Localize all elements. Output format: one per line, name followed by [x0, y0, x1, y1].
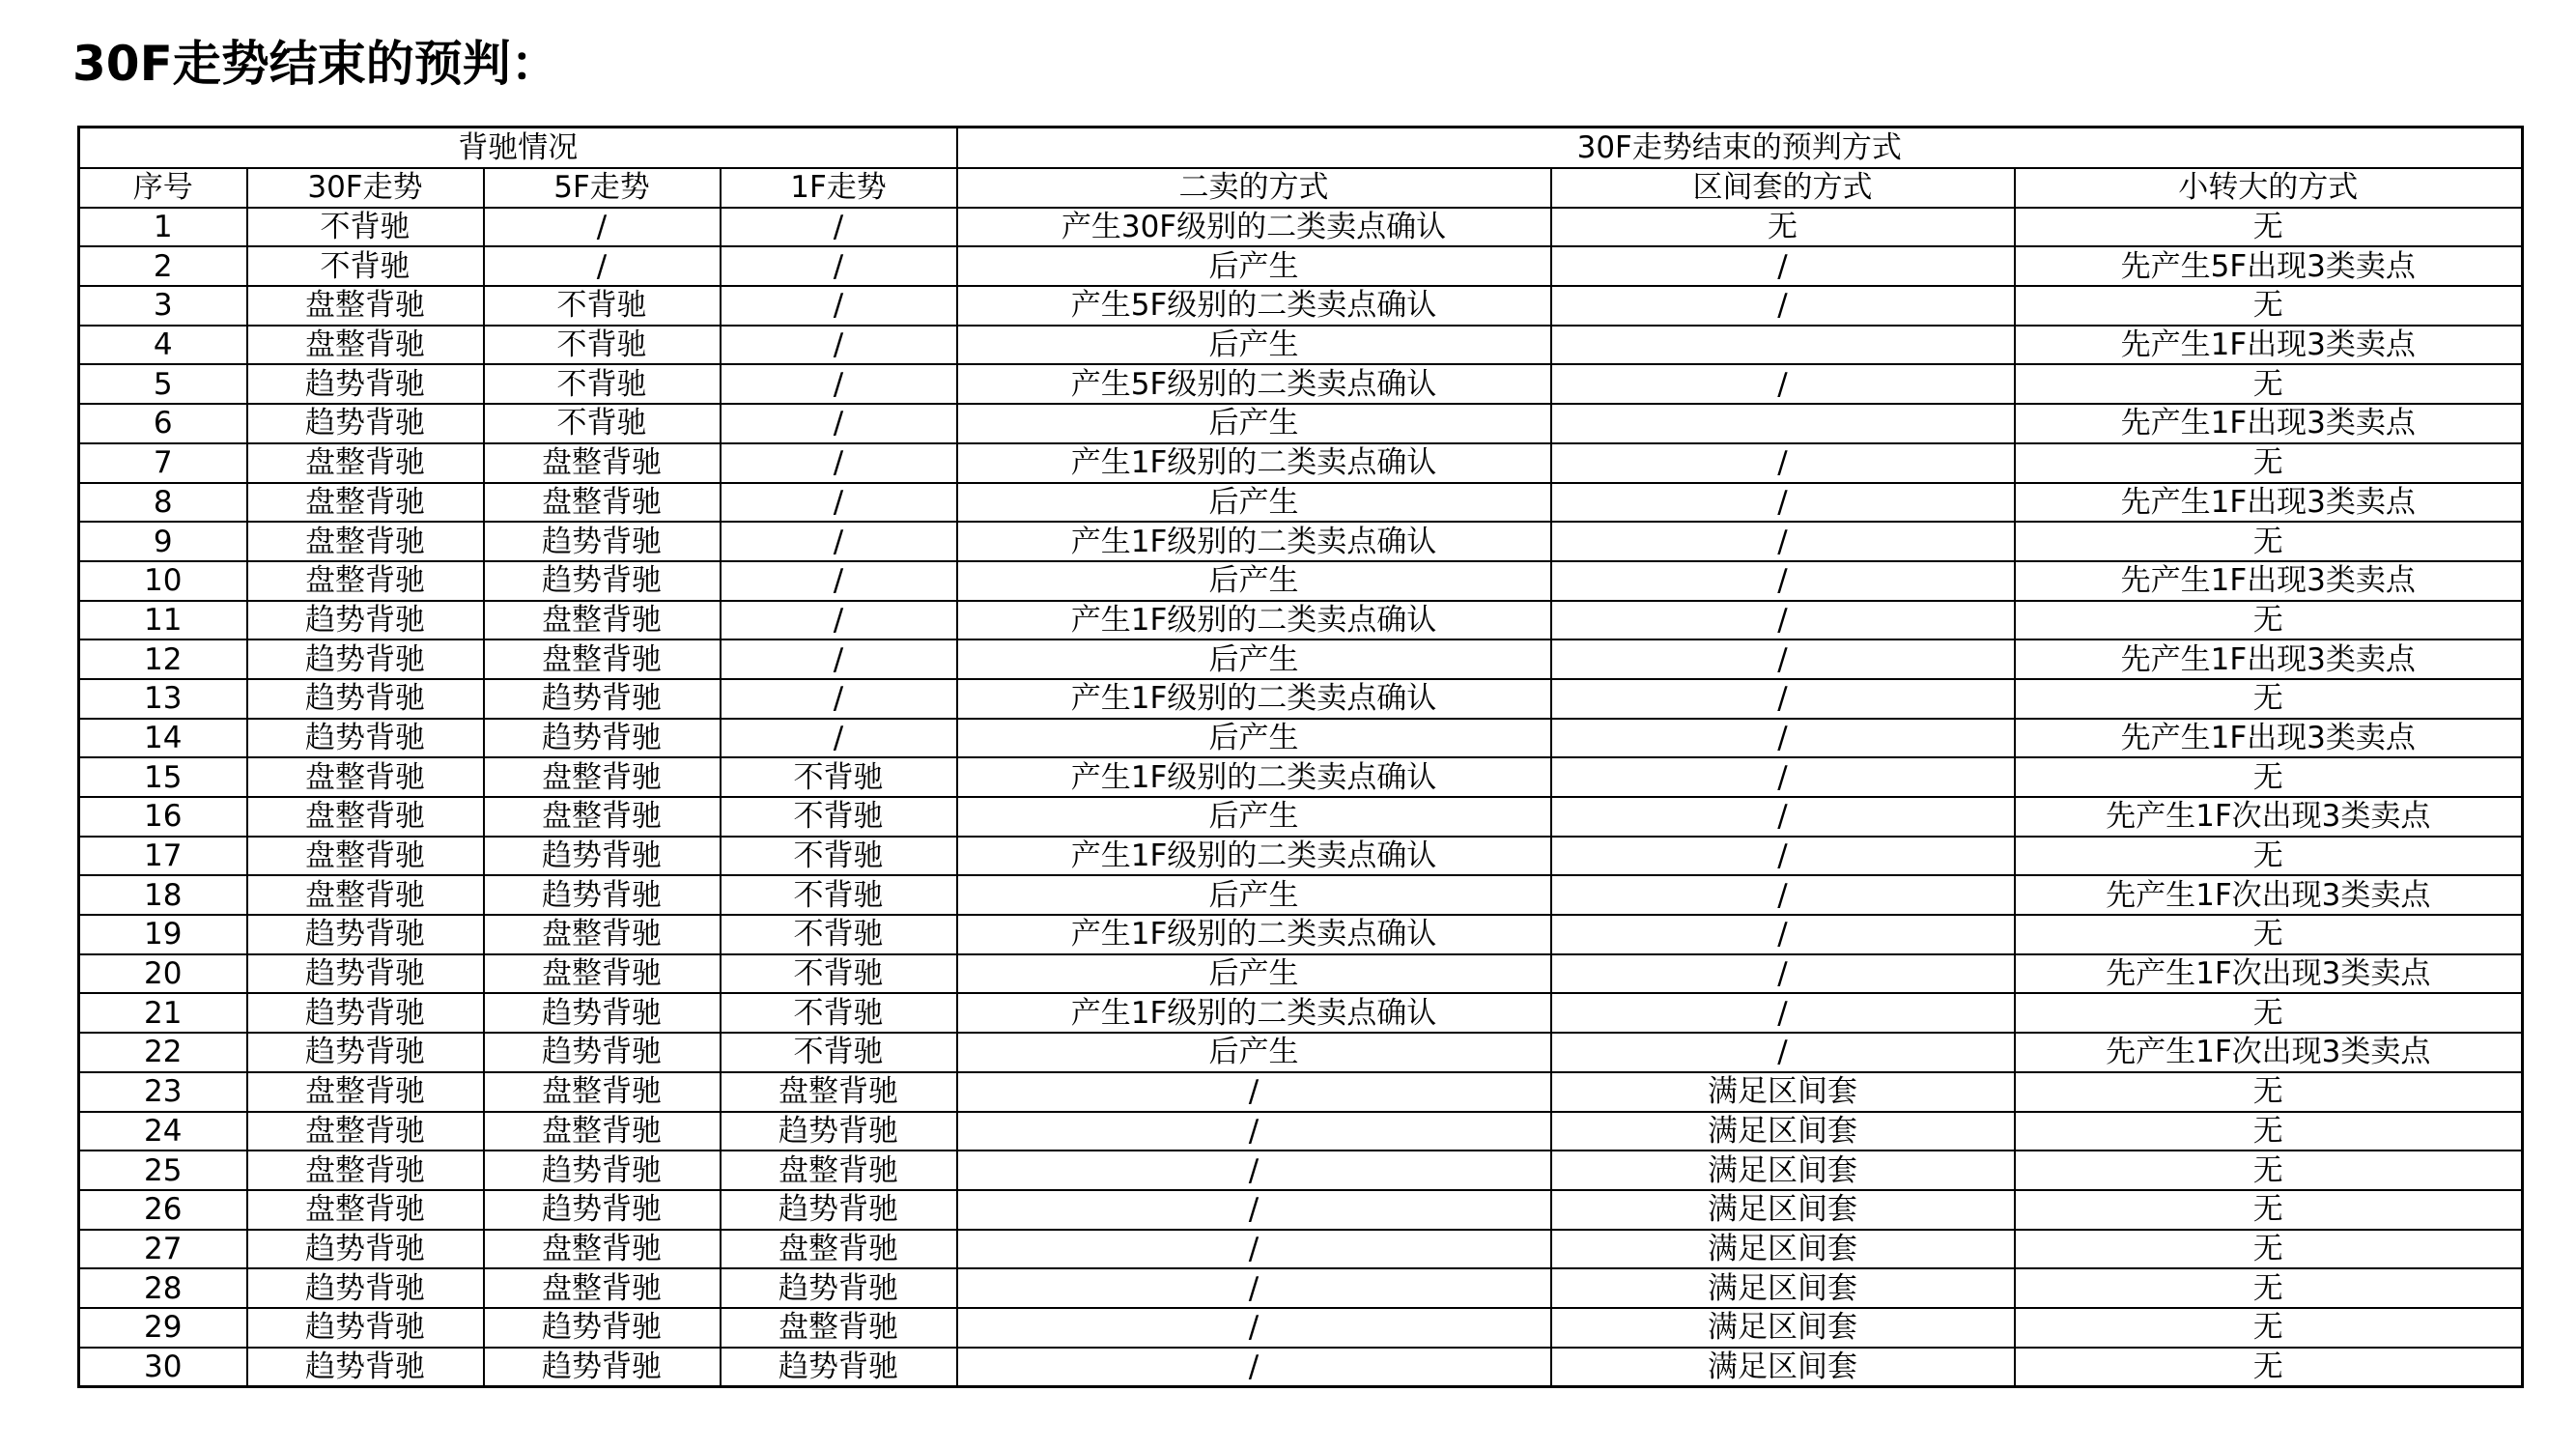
cell-1f-trend: / [721, 639, 957, 679]
cell-5f-trend: 趋势背驰 [484, 1348, 721, 1387]
cell-second-sell-method: 产生1F级别的二类卖点确认 [957, 443, 1551, 483]
cell-second-sell-method: 产生1F级别的二类卖点确认 [957, 837, 1551, 876]
table-row [79, 601, 2523, 640]
cell-index: 19 [79, 915, 247, 954]
cell-index: 16 [79, 797, 247, 837]
cell-small-to-big-method: 无 [2015, 915, 2523, 954]
cell-index: 2 [79, 246, 247, 286]
cell-small-to-big-method: 先产生1F次出现3类卖点 [2015, 797, 2523, 837]
cell-index: 11 [79, 601, 247, 640]
cell-30f-trend: 趋势背驰 [247, 993, 484, 1033]
cell-5f-trend: 趋势背驰 [484, 993, 721, 1033]
table-row [79, 1308, 2523, 1348]
cell-interval-nesting-method: / [1551, 837, 2015, 876]
cell-small-to-big-method: 无 [2015, 1348, 2523, 1387]
cell-interval-nesting-method: / [1551, 639, 2015, 679]
table-row [79, 639, 2523, 679]
cell-1f-trend: / [721, 483, 957, 523]
table-row [79, 208, 2523, 247]
cell-index: 4 [79, 326, 247, 365]
cell-5f-trend: 盘整背驰 [484, 954, 721, 994]
cell-5f-trend: 趋势背驰 [484, 561, 721, 601]
cell-index: 3 [79, 286, 247, 326]
column-header-5f-trend: 5F走势 [484, 168, 721, 208]
cell-interval-nesting-method: 满足区间套 [1551, 1190, 2015, 1230]
cell-index: 21 [79, 993, 247, 1033]
cell-1f-trend: / [721, 561, 957, 601]
column-header-second-sell-method: 二卖的方式 [957, 168, 1551, 208]
cell-second-sell-method: / [957, 1072, 1551, 1112]
cell-1f-trend: / [721, 326, 957, 365]
cell-30f-trend: 趋势背驰 [247, 954, 484, 994]
cell-30f-trend: 趋势背驰 [247, 404, 484, 443]
cell-index: 20 [79, 954, 247, 994]
cell-small-to-big-method: 先产生1F次出现3类卖点 [2015, 875, 2523, 915]
cell-second-sell-method: 后产生 [957, 404, 1551, 443]
cell-index: 7 [79, 443, 247, 483]
table-row [79, 1072, 2523, 1112]
table-row [79, 719, 2523, 758]
cell-second-sell-method: 后产生 [957, 719, 1551, 758]
cell-interval-nesting-method: / [1551, 364, 2015, 404]
table-row [79, 1033, 2523, 1072]
cell-30f-trend: 盘整背驰 [247, 483, 484, 523]
cell-interval-nesting-method: 满足区间套 [1551, 1112, 2015, 1151]
cell-interval-nesting-method: 满足区间套 [1551, 1072, 2015, 1112]
table-row [79, 1230, 2523, 1269]
table-row [79, 561, 2523, 601]
cell-interval-nesting-method: / [1551, 561, 2015, 601]
cell-small-to-big-method: 先产生1F出现3类卖点 [2015, 326, 2523, 365]
cell-5f-trend: 趋势背驰 [484, 1308, 721, 1348]
cell-interval-nesting-method: / [1551, 443, 2015, 483]
cell-index: 12 [79, 639, 247, 679]
cell-interval-nesting-method: / [1551, 679, 2015, 719]
cell-30f-trend: 盘整背驰 [247, 326, 484, 365]
cell-30f-trend: 不背驰 [247, 208, 484, 247]
cell-1f-trend: / [721, 601, 957, 640]
cell-30f-trend: 盘整背驰 [247, 286, 484, 326]
table-row [79, 837, 2523, 876]
table-body [79, 208, 2523, 1387]
cell-1f-trend: 盘整背驰 [721, 1308, 957, 1348]
cell-5f-trend: 盘整背驰 [484, 1072, 721, 1112]
cell-small-to-big-method: 无 [2015, 1112, 2523, 1151]
cell-5f-trend: 趋势背驰 [484, 719, 721, 758]
cell-small-to-big-method: 无 [2015, 1268, 2523, 1308]
cell-second-sell-method: 后产生 [957, 483, 1551, 523]
cell-5f-trend: 趋势背驰 [484, 1033, 721, 1072]
cell-interval-nesting-method: / [1551, 246, 2015, 286]
cell-index: 17 [79, 837, 247, 876]
cell-index: 8 [79, 483, 247, 523]
cell-small-to-big-method: 先产生1F出现3类卖点 [2015, 404, 2523, 443]
cell-interval-nesting-method: 满足区间套 [1551, 1348, 2015, 1387]
cell-index: 28 [79, 1268, 247, 1308]
cell-30f-trend: 盘整背驰 [247, 797, 484, 837]
column-header-30f-trend: 30F走势 [247, 168, 484, 208]
cell-index: 29 [79, 1308, 247, 1348]
cell-5f-trend: 趋势背驰 [484, 875, 721, 915]
cell-5f-trend: 盘整背驰 [484, 1268, 721, 1308]
cell-30f-trend: 趋势背驰 [247, 1308, 484, 1348]
cell-small-to-big-method: 无 [2015, 993, 2523, 1033]
column-header-small-to-big-method: 小转大的方式 [2015, 168, 2523, 208]
cell-5f-trend: 盘整背驰 [484, 483, 721, 523]
cell-interval-nesting-method: 满足区间套 [1551, 1308, 2015, 1348]
cell-index: 13 [79, 679, 247, 719]
cell-5f-trend: 盘整背驰 [484, 601, 721, 640]
cell-small-to-big-method: 无 [2015, 1308, 2523, 1348]
cell-30f-trend: 盘整背驰 [247, 1151, 484, 1190]
cell-index: 9 [79, 522, 247, 561]
cell-index: 15 [79, 757, 247, 797]
cell-small-to-big-method: 无 [2015, 1230, 2523, 1269]
table-row [79, 1151, 2523, 1190]
cell-second-sell-method: 产生1F级别的二类卖点确认 [957, 522, 1551, 561]
table-row [79, 1112, 2523, 1151]
cell-second-sell-method: 产生1F级别的二类卖点确认 [957, 757, 1551, 797]
cell-30f-trend: 趋势背驰 [247, 1268, 484, 1308]
cell-1f-trend: 不背驰 [721, 757, 957, 797]
cell-small-to-big-method: 无 [2015, 522, 2523, 561]
cell-30f-trend: 趋势背驰 [247, 719, 484, 758]
cell-5f-trend: 盘整背驰 [484, 757, 721, 797]
cell-interval-nesting-method: / [1551, 797, 2015, 837]
cell-5f-trend: 盘整背驰 [484, 1112, 721, 1151]
cell-small-to-big-method: 先产生1F出现3类卖点 [2015, 719, 2523, 758]
cell-30f-trend: 盘整背驰 [247, 837, 484, 876]
cell-second-sell-method: 产生1F级别的二类卖点确认 [957, 679, 1551, 719]
cell-second-sell-method: / [957, 1190, 1551, 1230]
cell-interval-nesting-method: / [1551, 757, 2015, 797]
table-row [79, 993, 2523, 1033]
cell-small-to-big-method: 无 [2015, 837, 2523, 876]
cell-5f-trend: 盘整背驰 [484, 1230, 721, 1269]
cell-5f-trend: 趋势背驰 [484, 1151, 721, 1190]
table-row [79, 1190, 2523, 1230]
cell-interval-nesting-method: 满足区间套 [1551, 1268, 2015, 1308]
cell-interval-nesting-method [1551, 326, 2015, 365]
cell-small-to-big-method: 无 [2015, 757, 2523, 797]
forecast-table-container [77, 126, 2521, 1388]
cell-1f-trend: / [721, 522, 957, 561]
cell-1f-trend: 不背驰 [721, 993, 957, 1033]
cell-interval-nesting-method: / [1551, 286, 2015, 326]
table-row [79, 326, 2523, 365]
cell-30f-trend: 趋势背驰 [247, 1348, 484, 1387]
cell-small-to-big-method: 先产生1F出现3类卖点 [2015, 639, 2523, 679]
forecast-table [77, 126, 2524, 1388]
cell-30f-trend: 趋势背驰 [247, 1033, 484, 1072]
cell-1f-trend: 趋势背驰 [721, 1190, 957, 1230]
column-header-1f-trend: 1F走势 [721, 168, 957, 208]
cell-second-sell-method: / [957, 1112, 1551, 1151]
cell-1f-trend: 趋势背驰 [721, 1112, 957, 1151]
table-row [79, 797, 2523, 837]
cell-second-sell-method: 产生5F级别的二类卖点确认 [957, 364, 1551, 404]
cell-1f-trend: 不背驰 [721, 1033, 957, 1072]
cell-5f-trend: 趋势背驰 [484, 1190, 721, 1230]
cell-1f-trend: 不背驰 [721, 915, 957, 954]
cell-small-to-big-method: 无 [2015, 286, 2523, 326]
cell-interval-nesting-method: 满足区间套 [1551, 1230, 2015, 1269]
cell-30f-trend: 趋势背驰 [247, 1230, 484, 1269]
cell-small-to-big-method: 先产生5F出现3类卖点 [2015, 246, 2523, 286]
cell-small-to-big-method: 先产生1F次出现3类卖点 [2015, 954, 2523, 994]
cell-1f-trend: 趋势背驰 [721, 1348, 957, 1387]
cell-second-sell-method: 产生1F级别的二类卖点确认 [957, 993, 1551, 1033]
column-header-interval-nesting-method: 区间套的方式 [1551, 168, 2015, 208]
cell-30f-trend: 趋势背驰 [247, 915, 484, 954]
cell-index: 6 [79, 404, 247, 443]
table-row [79, 679, 2523, 719]
cell-interval-nesting-method: / [1551, 522, 2015, 561]
cell-small-to-big-method: 无 [2015, 601, 2523, 640]
cell-index: 22 [79, 1033, 247, 1072]
table-row [79, 1348, 2523, 1387]
cell-small-to-big-method: 无 [2015, 364, 2523, 404]
cell-30f-trend: 不背驰 [247, 246, 484, 286]
cell-30f-trend: 盘整背驰 [247, 875, 484, 915]
cell-30f-trend: 盘整背驰 [247, 757, 484, 797]
cell-1f-trend: / [721, 404, 957, 443]
table-row [79, 875, 2523, 915]
cell-30f-trend: 盘整背驰 [247, 443, 484, 483]
cell-30f-trend: 趋势背驰 [247, 364, 484, 404]
cell-second-sell-method: 后产生 [957, 875, 1551, 915]
table-row [79, 1268, 2523, 1308]
cell-1f-trend: 不背驰 [721, 837, 957, 876]
cell-second-sell-method: 后产生 [957, 246, 1551, 286]
cell-5f-trend: 盘整背驰 [484, 443, 721, 483]
cell-second-sell-method: / [957, 1151, 1551, 1190]
cell-1f-trend: / [721, 679, 957, 719]
cell-5f-trend: 盘整背驰 [484, 639, 721, 679]
cell-1f-trend: 不背驰 [721, 875, 957, 915]
cell-30f-trend: 趋势背驰 [247, 679, 484, 719]
table-row [79, 954, 2523, 994]
cell-second-sell-method: 产生1F级别的二类卖点确认 [957, 601, 1551, 640]
cell-interval-nesting-method: / [1551, 601, 2015, 640]
cell-small-to-big-method: 无 [2015, 1072, 2523, 1112]
cell-interval-nesting-method: / [1551, 719, 2015, 758]
cell-index: 1 [79, 208, 247, 247]
cell-index: 23 [79, 1072, 247, 1112]
cell-1f-trend: 盘整背驰 [721, 1072, 957, 1112]
cell-interval-nesting-method: 无 [1551, 208, 2015, 247]
cell-5f-trend: 不背驰 [484, 404, 721, 443]
cell-30f-trend: 盘整背驰 [247, 1190, 484, 1230]
table-row [79, 286, 2523, 326]
cell-second-sell-method: 产生30F级别的二类卖点确认 [957, 208, 1551, 247]
cell-index: 14 [79, 719, 247, 758]
cell-second-sell-method: 产生5F级别的二类卖点确认 [957, 286, 1551, 326]
cell-index: 26 [79, 1190, 247, 1230]
cell-interval-nesting-method: / [1551, 993, 2015, 1033]
cell-30f-trend: 盘整背驰 [247, 1112, 484, 1151]
cell-second-sell-method: 后产生 [957, 561, 1551, 601]
table-row [79, 443, 2523, 483]
cell-index: 24 [79, 1112, 247, 1151]
cell-1f-trend: 盘整背驰 [721, 1151, 957, 1190]
cell-index: 5 [79, 364, 247, 404]
table-row [79, 364, 2523, 404]
cell-index: 27 [79, 1230, 247, 1269]
cell-second-sell-method: 后产生 [957, 1033, 1551, 1072]
cell-1f-trend: / [721, 443, 957, 483]
cell-small-to-big-method: 先产生1F次出现3类卖点 [2015, 1033, 2523, 1072]
page-title: 30F走势结束的预判： [72, 36, 559, 92]
cell-index: 10 [79, 561, 247, 601]
cell-index: 30 [79, 1348, 247, 1387]
cell-5f-trend: 盘整背驰 [484, 797, 721, 837]
cell-30f-trend: 盘整背驰 [247, 561, 484, 601]
cell-30f-trend: 盘整背驰 [247, 1072, 484, 1112]
cell-1f-trend: 趋势背驰 [721, 1268, 957, 1308]
cell-interval-nesting-method: 满足区间套 [1551, 1151, 2015, 1190]
table-row [79, 483, 2523, 523]
cell-index: 25 [79, 1151, 247, 1190]
group-header-row [79, 128, 2523, 169]
cell-small-to-big-method: 无 [2015, 208, 2523, 247]
cell-interval-nesting-method: / [1551, 875, 2015, 915]
cell-1f-trend: / [721, 208, 957, 247]
cell-interval-nesting-method: / [1551, 483, 2015, 523]
cell-1f-trend: / [721, 364, 957, 404]
cell-5f-trend: 趋势背驰 [484, 837, 721, 876]
cell-small-to-big-method: 无 [2015, 679, 2523, 719]
group-header-forecast-methods: 30F走势结束的预判方式 [957, 128, 2523, 169]
cell-interval-nesting-method: / [1551, 1033, 2015, 1072]
cell-1f-trend: / [721, 286, 957, 326]
cell-small-to-big-method: 无 [2015, 1190, 2523, 1230]
column-header-row [79, 168, 2523, 208]
cell-second-sell-method: / [957, 1348, 1551, 1387]
cell-second-sell-method: 后产生 [957, 326, 1551, 365]
cell-5f-trend: 趋势背驰 [484, 679, 721, 719]
cell-5f-trend: 不背驰 [484, 286, 721, 326]
cell-interval-nesting-method: / [1551, 954, 2015, 994]
cell-5f-trend: 趋势背驰 [484, 522, 721, 561]
cell-30f-trend: 盘整背驰 [247, 522, 484, 561]
cell-small-to-big-method: 无 [2015, 443, 2523, 483]
cell-1f-trend: / [721, 246, 957, 286]
table-row [79, 915, 2523, 954]
cell-1f-trend: 盘整背驰 [721, 1230, 957, 1269]
cell-5f-trend: 不背驰 [484, 364, 721, 404]
cell-5f-trend: 盘整背驰 [484, 915, 721, 954]
cell-index: 18 [79, 875, 247, 915]
cell-30f-trend: 趋势背驰 [247, 601, 484, 640]
table-row [79, 404, 2523, 443]
column-header-index: 序号 [79, 168, 247, 208]
table-row [79, 757, 2523, 797]
cell-small-to-big-method: 先产生1F出现3类卖点 [2015, 483, 2523, 523]
table-row [79, 522, 2523, 561]
table-row [79, 246, 2523, 286]
cell-second-sell-method: / [957, 1268, 1551, 1308]
cell-interval-nesting-method: / [1551, 915, 2015, 954]
cell-5f-trend: / [484, 208, 721, 247]
cell-small-to-big-method: 无 [2015, 1151, 2523, 1190]
cell-interval-nesting-method [1551, 404, 2015, 443]
cell-second-sell-method: / [957, 1308, 1551, 1348]
cell-30f-trend: 趋势背驰 [247, 639, 484, 679]
cell-small-to-big-method: 先产生1F出现3类卖点 [2015, 561, 2523, 601]
group-header-divergence: 背驰情况 [79, 128, 957, 169]
cell-5f-trend: / [484, 246, 721, 286]
cell-second-sell-method: 后产生 [957, 639, 1551, 679]
cell-1f-trend: / [721, 719, 957, 758]
cell-second-sell-method: 后产生 [957, 954, 1551, 994]
cell-5f-trend: 不背驰 [484, 326, 721, 365]
cell-1f-trend: 不背驰 [721, 797, 957, 837]
cell-1f-trend: 不背驰 [721, 954, 957, 994]
cell-second-sell-method: 产生1F级别的二类卖点确认 [957, 915, 1551, 954]
cell-second-sell-method: 后产生 [957, 797, 1551, 837]
cell-second-sell-method: / [957, 1230, 1551, 1269]
